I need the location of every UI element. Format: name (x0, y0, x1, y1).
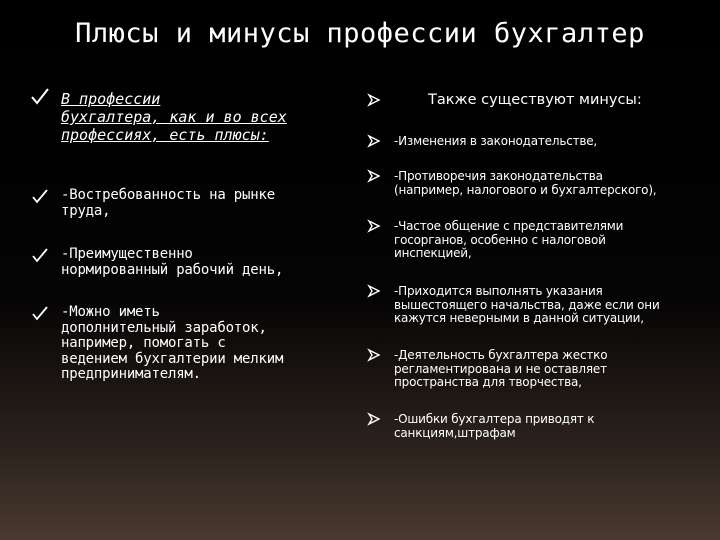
page-title: Плюсы и минусы профессии бухгалтер (75, 18, 645, 49)
cons-item-text: -Приходится выполнять указания вышестоящего начальства, даже если они кажутся неверными в данной ситуации, (394, 284, 660, 325)
arrowhead-bullet-icon (367, 93, 389, 113)
checkmark-icon (32, 188, 54, 208)
pros-item-text: -Преимущественно нормированный рабочий день, (61, 246, 284, 278)
checkmark-icon (32, 247, 54, 267)
arrowhead-bullet-icon (367, 348, 389, 368)
pros-item-text: -Востребованность на рынке труда, (61, 187, 275, 219)
pros-heading: В профессии бухгалтера, как и во всех профессиях, есть плюсы: (61, 90, 287, 144)
arrowhead-bullet-icon (367, 169, 389, 189)
checkmark-icon (32, 305, 54, 325)
cons-item-text: -Ошибки бухгалтера приводят к санкциям,штрафам (394, 412, 595, 440)
pros-item-text: -Можно иметь дополнительный заработок, например, помогать с ведением бухгалтерии мелким предпринимателям. (61, 304, 284, 382)
arrowhead-bullet-icon (367, 412, 389, 432)
arrowhead-bullet-icon (367, 219, 389, 239)
arrowhead-bullet-icon (367, 284, 389, 304)
cons-heading: Также существуют минусы: (428, 92, 642, 108)
cons-item-text: -Деятельность бухгалтера жестко регламентирована и не оставляет пространства для творчества, (394, 348, 608, 389)
cons-item-text: -Противоречия законодательства (например, налогового и бухгалтерского), (394, 169, 657, 197)
checkmark-icon (30, 86, 52, 106)
cons-item-text: -Частое общение с представителями госорганов, особенно с налоговой инспекцией, (394, 219, 624, 260)
cons-item-text: -Изменения в законодательстве, (394, 134, 598, 148)
arrowhead-bullet-icon (367, 134, 389, 154)
